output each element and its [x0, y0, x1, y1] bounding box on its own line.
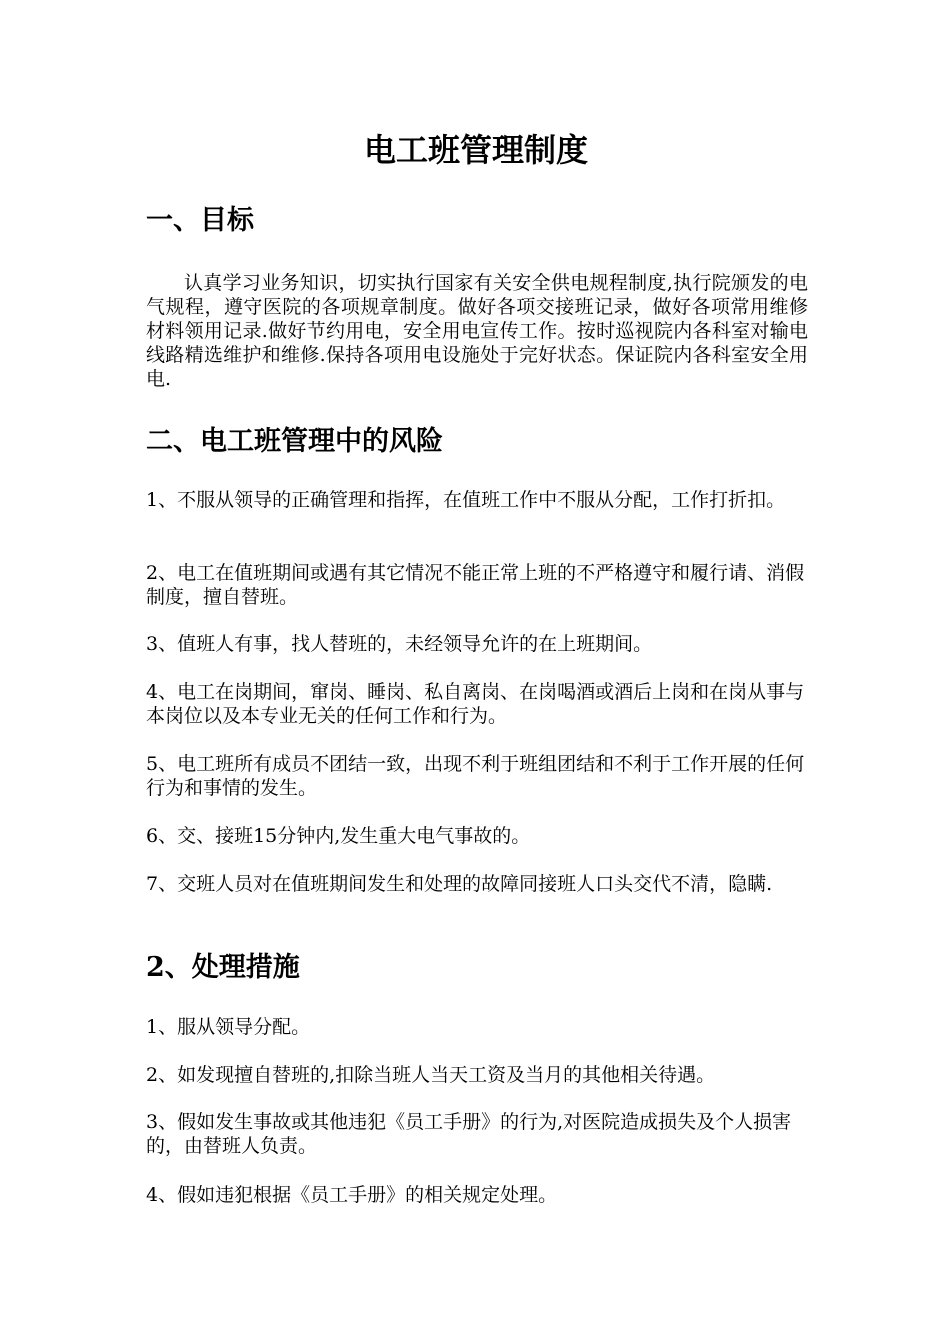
document-title: 电工班管理制度	[363, 131, 588, 169]
measure-item-3: 3、假如发生事故或其他违犯《员工手册》的行为,对医院造成损失及个人损害的，由替班人负责。	[146, 1111, 792, 1157]
measure-item-1: 1、服从领导分配。	[146, 1016, 311, 1038]
risk-item-2: 2、电工在值班期间或遇有其它情况不能正常上班的不严格遵守和履行请、消假制度，擅自替班。	[146, 562, 805, 608]
measure-item-2: 2、如发现擅自替班的,扣除当班人当天工资及当月的其他相关待遇。	[146, 1064, 716, 1086]
section-heading-goal: 一、目标	[146, 205, 254, 236]
risk-item-1: 1、不服从领导的正确管理和指挥，在值班工作中不服从分配，工作打折扣。	[146, 489, 786, 511]
risk-item-7: 7、交班人员对在值班期间发生和处理的故障同接班人口头交代不清，隐瞒.	[146, 873, 773, 895]
section-heading-measures: 2、处理措施	[146, 952, 300, 983]
section-heading-risks: 二、电工班管理中的风险	[146, 426, 443, 457]
risk-item-5: 5、电工班所有成员不团结一致，出现不利于班组团结和不利于工作开展的任何行为和事情的发生。	[146, 753, 805, 799]
risk-item-4: 4、电工在岗期间，窜岗、睡岗、私自离岗、在岗喝酒或酒后上岗和在岗从事与本岗位以及本专业无关的任何工作和行为。	[146, 681, 805, 727]
risk-item-6: 6、交、接班15分钟内,发生重大电气事故的。	[146, 825, 531, 847]
measure-item-4: 4、假如违犯根据《员工手册》的相关规定处理。	[146, 1184, 558, 1206]
risk-item-3: 3、值班人有事，找人替班的，未经领导允许的在上班期间。	[146, 633, 653, 655]
goal-paragraph: 认真学习业务知识，切实执行国家有关安全供电规程制度,执行院颁发的电气规程，遵守医院的各项规章制度。做好各项交接班记录，做好各项常用维修材料领用记录.做好节约用电，安全用电宣传工作。按时巡视院内各科室对输电线路精选维护和维修.保持各项用电设施处于完好状态。保证院内各科室安全用电.	[146, 272, 808, 390]
